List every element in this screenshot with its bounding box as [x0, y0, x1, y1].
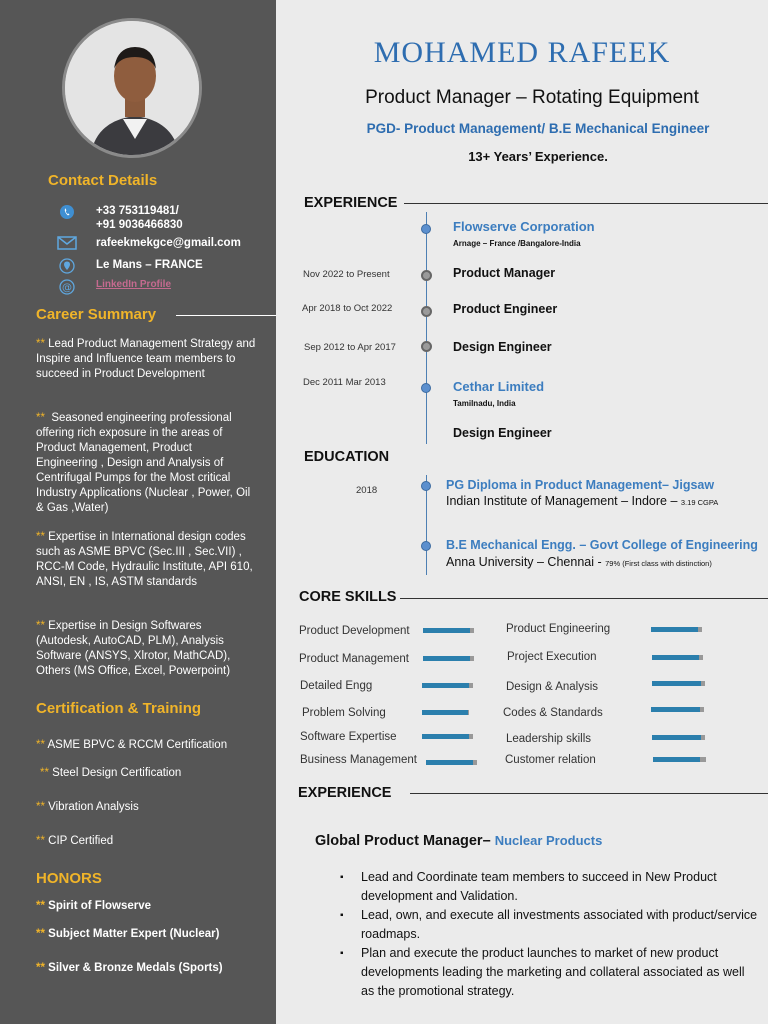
timeline-dot — [421, 224, 431, 234]
skill-label: Leadership skills — [506, 733, 592, 745]
skill-label: Codes & Standards — [503, 707, 603, 719]
skill-bar — [652, 735, 705, 740]
role-title: Product Manager — [453, 266, 556, 280]
honor-item: ** Spirit of Flowserve — [36, 900, 152, 912]
education-heading: EDUCATION — [304, 449, 390, 465]
experience-timeline — [426, 212, 427, 444]
linkedin-row — [56, 279, 171, 297]
cert-item: ** Steel Design Certification — [40, 767, 182, 779]
location-text: Le Mans – FRANCE — [96, 259, 203, 271]
role-date: Sep 2012 to Apr 2017 — [304, 342, 396, 353]
list-item: ▪ Plan and execute the product launches to market of new product developments leading the marketing and collateral associated as well as the promotional strategy. — [340, 944, 760, 1001]
skill-bar — [422, 710, 469, 715]
skill-label: Business Management — [300, 754, 417, 766]
skill-bar — [653, 757, 706, 762]
pg-diploma-school: Indian Institute of Management – Indore – 3.19 CGPA — [446, 494, 719, 508]
pg-diploma-title: PG Diploma in Product Management– Jigsaw — [446, 478, 715, 492]
location-row — [56, 258, 203, 276]
company-location: Arnage – France /Bangalore-India — [453, 239, 581, 248]
list-item: ▪ Lead, own, and execute all investments associated with product/service roadmaps. — [340, 906, 760, 944]
skill-bar — [423, 628, 474, 633]
experience-detail-divider — [410, 793, 768, 794]
timeline-dot — [421, 541, 431, 551]
skill-bar — [652, 655, 703, 660]
skills-heading: CORE SKILLS — [299, 589, 397, 605]
experience-divider — [404, 203, 768, 204]
email-icon — [56, 236, 78, 254]
timeline-dot — [421, 481, 431, 491]
cert-heading: Certification & Training — [36, 700, 202, 717]
be-degree-title: B.E Mechanical Engg. – Govt College of Engineering — [446, 538, 758, 552]
profile-photo — [62, 18, 202, 158]
phone-secondary[interactable]: +91 9036466830 — [96, 219, 183, 231]
role-title: Design Engineer — [453, 340, 552, 354]
company-location: Tamilnadu, India — [453, 399, 516, 408]
career-heading: Career Summary — [36, 306, 157, 323]
honor-item: ** Silver & Bronze Medals (Sports) — [36, 962, 223, 974]
skill-bar — [651, 707, 704, 712]
role-date: Apr 2018 to Oct 2022 — [302, 303, 393, 314]
timeline-dot — [421, 306, 432, 317]
job-headline: Product Manager – Rotating Equipment — [365, 87, 699, 108]
skill-bar — [423, 656, 474, 661]
qualification: PGD- Product Management/ B.E Mechanical Engineer — [366, 121, 710, 136]
candidate-name: MOHAMED RAFEEK — [373, 36, 671, 69]
role-title: Product Engineer — [453, 302, 558, 316]
experience-heading: EXPERIENCE — [304, 195, 398, 211]
skill-bar — [651, 627, 702, 632]
timeline-dot — [421, 341, 432, 352]
contact-heading: Contact Details — [48, 172, 158, 189]
skill-label: Problem Solving — [302, 707, 386, 719]
company-flowserve: Flowserve Corporation — [453, 219, 595, 234]
years-experience: 13+ Years’ Experience. — [468, 149, 608, 164]
svg-text:@: @ — [62, 282, 72, 294]
skill-label: Detailed Engg — [300, 680, 373, 692]
skill-bar — [422, 683, 473, 688]
company-cethar: Cethar Limited — [453, 379, 545, 394]
phone-icon — [56, 204, 78, 222]
company-date: Dec 2011 Mar 2013 — [303, 377, 386, 388]
phone-primary[interactable]: +33 753119481/ — [96, 205, 179, 217]
skill-label: Product Development — [299, 625, 410, 637]
skills-divider — [400, 598, 768, 599]
role-date: Nov 2022 to Present — [303, 269, 390, 280]
skill-label: Product Management — [299, 653, 409, 665]
skill-bar — [426, 760, 477, 765]
global-job-title: Global Product Manager– Nuclear Products — [315, 833, 603, 849]
skill-label: Project Execution — [507, 651, 597, 663]
experience-detail-heading: EXPERIENCE — [298, 785, 392, 801]
career-item: ** Expertise in Design Softwares (Autodesk, AutoCAD, PLM), Analysis Software (ANSYS, Xlrotor, MathCAD), Others (MS Office, Excel, Powerpoint) — [36, 620, 231, 677]
at-sign-icon — [56, 279, 78, 297]
honors-heading: HONORS — [36, 870, 102, 887]
email-address[interactable]: rafeekmekgce@gmail.com — [96, 237, 241, 249]
sidebar — [0, 0, 276, 1024]
career-item: ** Seasoned engineering professional offering rich exposure in the areas of Product Management, Product Engineering , Design and Analysis of Centrifugal Pumps for the Most critical Industry Applications (Nuclear , Power, Oil & Gas ,Water) — [36, 412, 251, 514]
cert-item: ** CIP Certified — [36, 835, 114, 847]
skill-label: Customer relation — [505, 754, 596, 766]
role-title: Design Engineer — [453, 426, 552, 440]
skill-bar — [422, 734, 473, 739]
education-year: 2018 — [356, 485, 378, 496]
cert-item: ** ASME BPVC & RCCM Certification — [36, 739, 228, 751]
career-divider — [176, 315, 276, 316]
skill-label: Software Expertise — [300, 731, 397, 743]
phone-row — [56, 204, 183, 232]
skill-label: Product Engineering — [506, 623, 611, 635]
skill-bar — [652, 681, 705, 686]
timeline-dot — [421, 270, 432, 281]
linkedin-link[interactable]: LinkedIn Profile — [96, 279, 172, 290]
career-item: ** Lead Product Management Strategy and Inspire and Influence team members to succeed in Product Development — [36, 338, 256, 380]
cert-item: ** Vibration Analysis — [36, 801, 139, 813]
honor-item: ** Subject Matter Expert (Nuclear) — [36, 928, 220, 940]
job-responsibilities — [340, 868, 760, 1001]
skill-label: Design & Analysis — [506, 681, 599, 693]
be-degree-school: Anna University – Chennai - 79% (First class with distinction) — [446, 555, 712, 569]
location-pin-icon — [56, 258, 78, 276]
list-item: ▪ Lead and Coordinate team members to succeed in New Product development and Validation. — [340, 868, 760, 906]
career-item: ** Expertise in International design codes such as ASME BPVC (Sec.III , Sec.VII) , RCC-M Code, Hydraulic Institute, API 610, ANSI, EN , IS, ASTM standards — [36, 531, 253, 588]
email-row — [56, 236, 241, 254]
timeline-dot — [421, 383, 431, 393]
